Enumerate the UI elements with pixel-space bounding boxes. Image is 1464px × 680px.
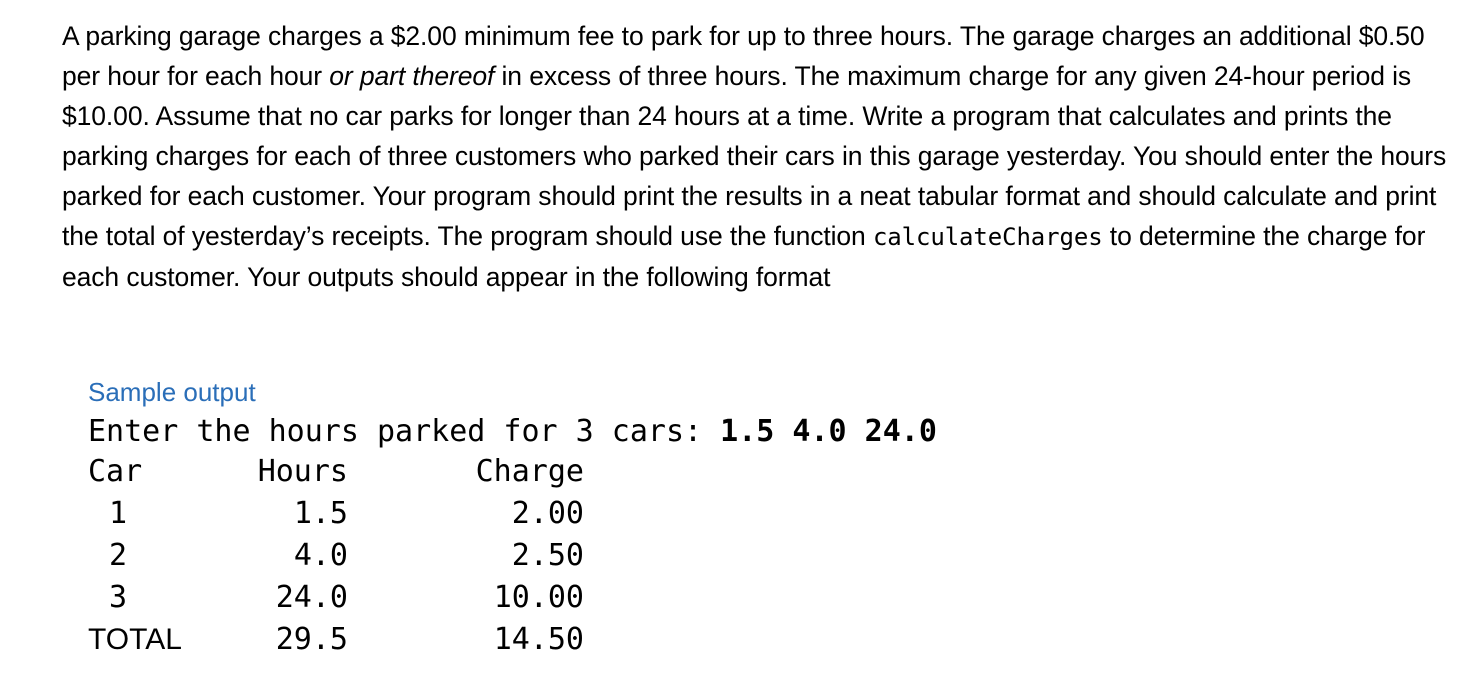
- problem-paragraph: [62, 16, 1452, 297]
- row-car: 3: [108, 580, 128, 615]
- problem-text-start: A parking garage charges a $2.00 minimum fee to park for up to three hours. The garage charges an additional $0.50 per hour for each hour: [62, 21, 1425, 91]
- row-charge: 2.00: [511, 496, 584, 531]
- row-hours: 4.0: [293, 538, 348, 573]
- problem-italic-phrase: or part thereof: [329, 61, 495, 91]
- total-hours: 29.5: [275, 622, 348, 657]
- function-name-code: calculateCharges: [872, 223, 1103, 251]
- problem-statement: [62, 16, 1452, 297]
- prompt-text: Enter the hours parked for 3 cars:: [88, 414, 721, 449]
- sample-output-label: Sample output: [88, 377, 256, 407]
- problem-text-middle: in excess of three hours. The maximum charge for any given 24-hour period is $10.00. Assume that no car parks for longer than 24 hours at a time. Write a program that calculates and prints the parking charges for each of three customers who parked their cars in this garage yesterday. You should enter the hours parked for each customer. Your program should print the results in a neat tabular format and should calculate and print the total of yesterday’s receipts. The program should use the function: [62, 61, 1447, 251]
- total-label: TOTAL: [88, 623, 182, 656]
- user-input-values: 1.5 4.0 24.0: [720, 414, 937, 449]
- total-charge: 14.50: [493, 622, 584, 657]
- row-car: 1: [108, 496, 128, 531]
- row-car: 2: [108, 538, 128, 573]
- row-hours: 24.0: [275, 580, 348, 615]
- row-charge: 10.00: [493, 580, 584, 615]
- row-charge: 2.50: [511, 538, 584, 573]
- header-hours: Hours: [257, 454, 348, 489]
- header-car: Car: [88, 454, 143, 489]
- header-charge: Charge: [475, 454, 584, 489]
- input-prompt-line: [88, 412, 937, 452]
- problem-text-end: to determine the charge for each customer. Your outputs should appear in the following format: [62, 221, 1426, 292]
- row-hours: 1.5: [293, 496, 348, 531]
